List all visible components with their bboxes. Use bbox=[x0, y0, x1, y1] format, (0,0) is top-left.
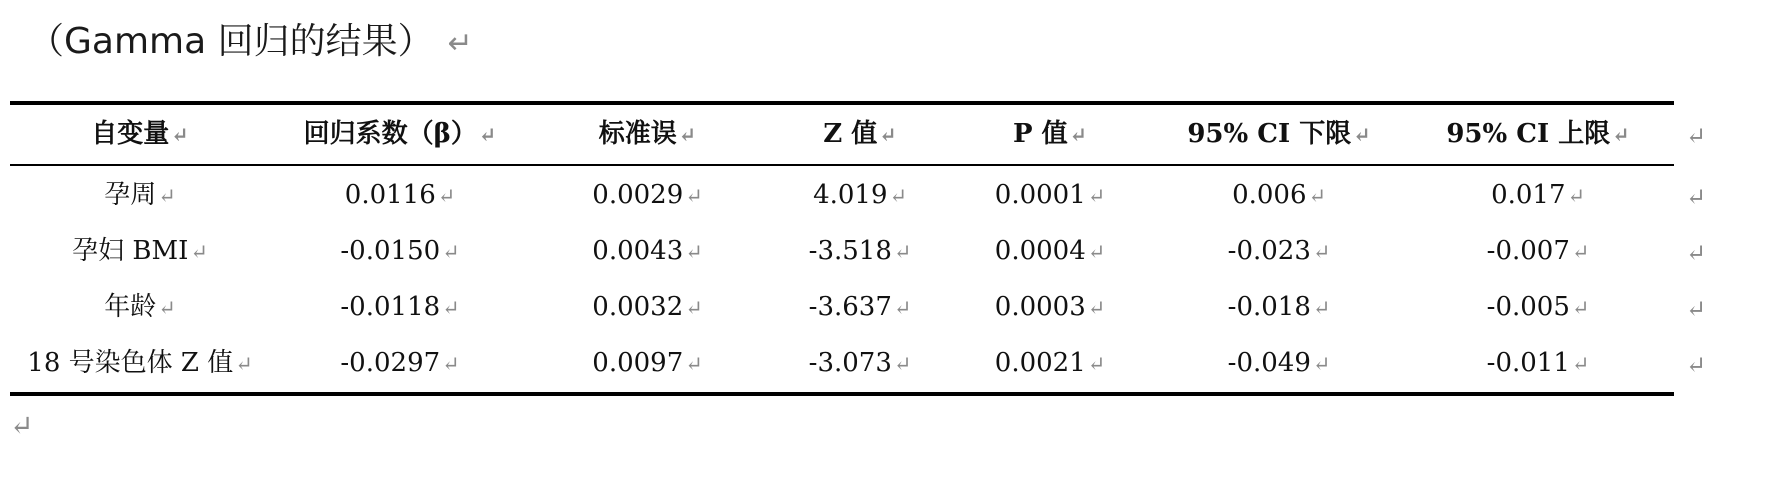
table-cell: -3.518↵ bbox=[808, 236, 912, 266]
header-cell: 标准误↵ bbox=[598, 119, 697, 149]
table-cell: 0.006↵ bbox=[1232, 180, 1326, 210]
table-row bbox=[10, 167, 1707, 223]
table-cell: 0.0032↵ bbox=[592, 292, 703, 322]
table-header-row bbox=[10, 106, 1707, 162]
header-cell: 自变量↵ bbox=[91, 119, 189, 149]
table-cell: 0.0116↵ bbox=[344, 180, 456, 210]
table-cell: 0.0021↵ bbox=[994, 348, 1106, 378]
table-cell: 孕妇 BMI↵ bbox=[72, 236, 208, 266]
table-cell: 0.0029↵ bbox=[592, 180, 703, 210]
row-end-mark-icon: ↵ bbox=[1685, 351, 1707, 379]
table-cell: 0.0003↵ bbox=[994, 292, 1106, 322]
table-cell: 0.0043↵ bbox=[592, 236, 703, 266]
row-end-mark-icon: ↵ bbox=[1685, 295, 1707, 323]
table-cell: 18 号染色体 Z 值↵ bbox=[27, 348, 253, 378]
table-caption bbox=[28, 18, 473, 68]
table-cell: -0.023↵ bbox=[1227, 236, 1331, 266]
table-cell: -0.011↵ bbox=[1486, 348, 1590, 378]
table-bottom-rule bbox=[10, 392, 1674, 396]
table-header-rule bbox=[10, 164, 1674, 166]
header-cell: 95% CI 下限↵ bbox=[1187, 119, 1371, 149]
header-cell: P 值↵ bbox=[1012, 119, 1088, 149]
table-row bbox=[10, 335, 1707, 391]
header-cell: Z 值↵ bbox=[823, 119, 897, 149]
caption-text: （Gamma 回归的结果） bbox=[28, 21, 434, 62]
row-end-mark-icon: ↵ bbox=[1685, 183, 1707, 211]
table-cell: -0.0150↵ bbox=[340, 236, 460, 266]
table-cell: 0.0001↵ bbox=[994, 180, 1106, 210]
table-cell: -0.049↵ bbox=[1227, 348, 1331, 378]
table-cell: -0.018↵ bbox=[1227, 292, 1331, 322]
table-row bbox=[10, 223, 1707, 279]
table-cell: 4.019↵ bbox=[813, 180, 907, 210]
table-row bbox=[10, 279, 1707, 335]
header-cell: 回归系数（β）↵ bbox=[303, 119, 497, 149]
table-cell: 0.017↵ bbox=[1491, 180, 1585, 210]
table-cell: -0.0297↵ bbox=[340, 348, 460, 378]
table-cell: 0.0097↵ bbox=[592, 348, 703, 378]
header-cell: 95% CI 上限↵ bbox=[1446, 119, 1630, 149]
table-cell: 0.0004↵ bbox=[994, 236, 1106, 266]
paragraph-return-icon: ↵ bbox=[10, 409, 34, 442]
table-cell: -0.007↵ bbox=[1486, 236, 1590, 266]
paragraph-return-icon: ↵ bbox=[447, 26, 473, 61]
table-cell: -0.0118↵ bbox=[340, 292, 460, 322]
table-cell: -0.005↵ bbox=[1486, 292, 1590, 322]
row-end-mark-icon: ↵ bbox=[1685, 122, 1707, 150]
table-cell: -3.073↵ bbox=[808, 348, 912, 378]
table-cell: 年龄↵ bbox=[104, 292, 176, 322]
table-cell: 孕周↵ bbox=[104, 180, 176, 210]
table-cell: -3.637↵ bbox=[808, 292, 912, 322]
table-top-rule bbox=[10, 101, 1674, 105]
row-end-mark-icon: ↵ bbox=[1685, 239, 1707, 267]
